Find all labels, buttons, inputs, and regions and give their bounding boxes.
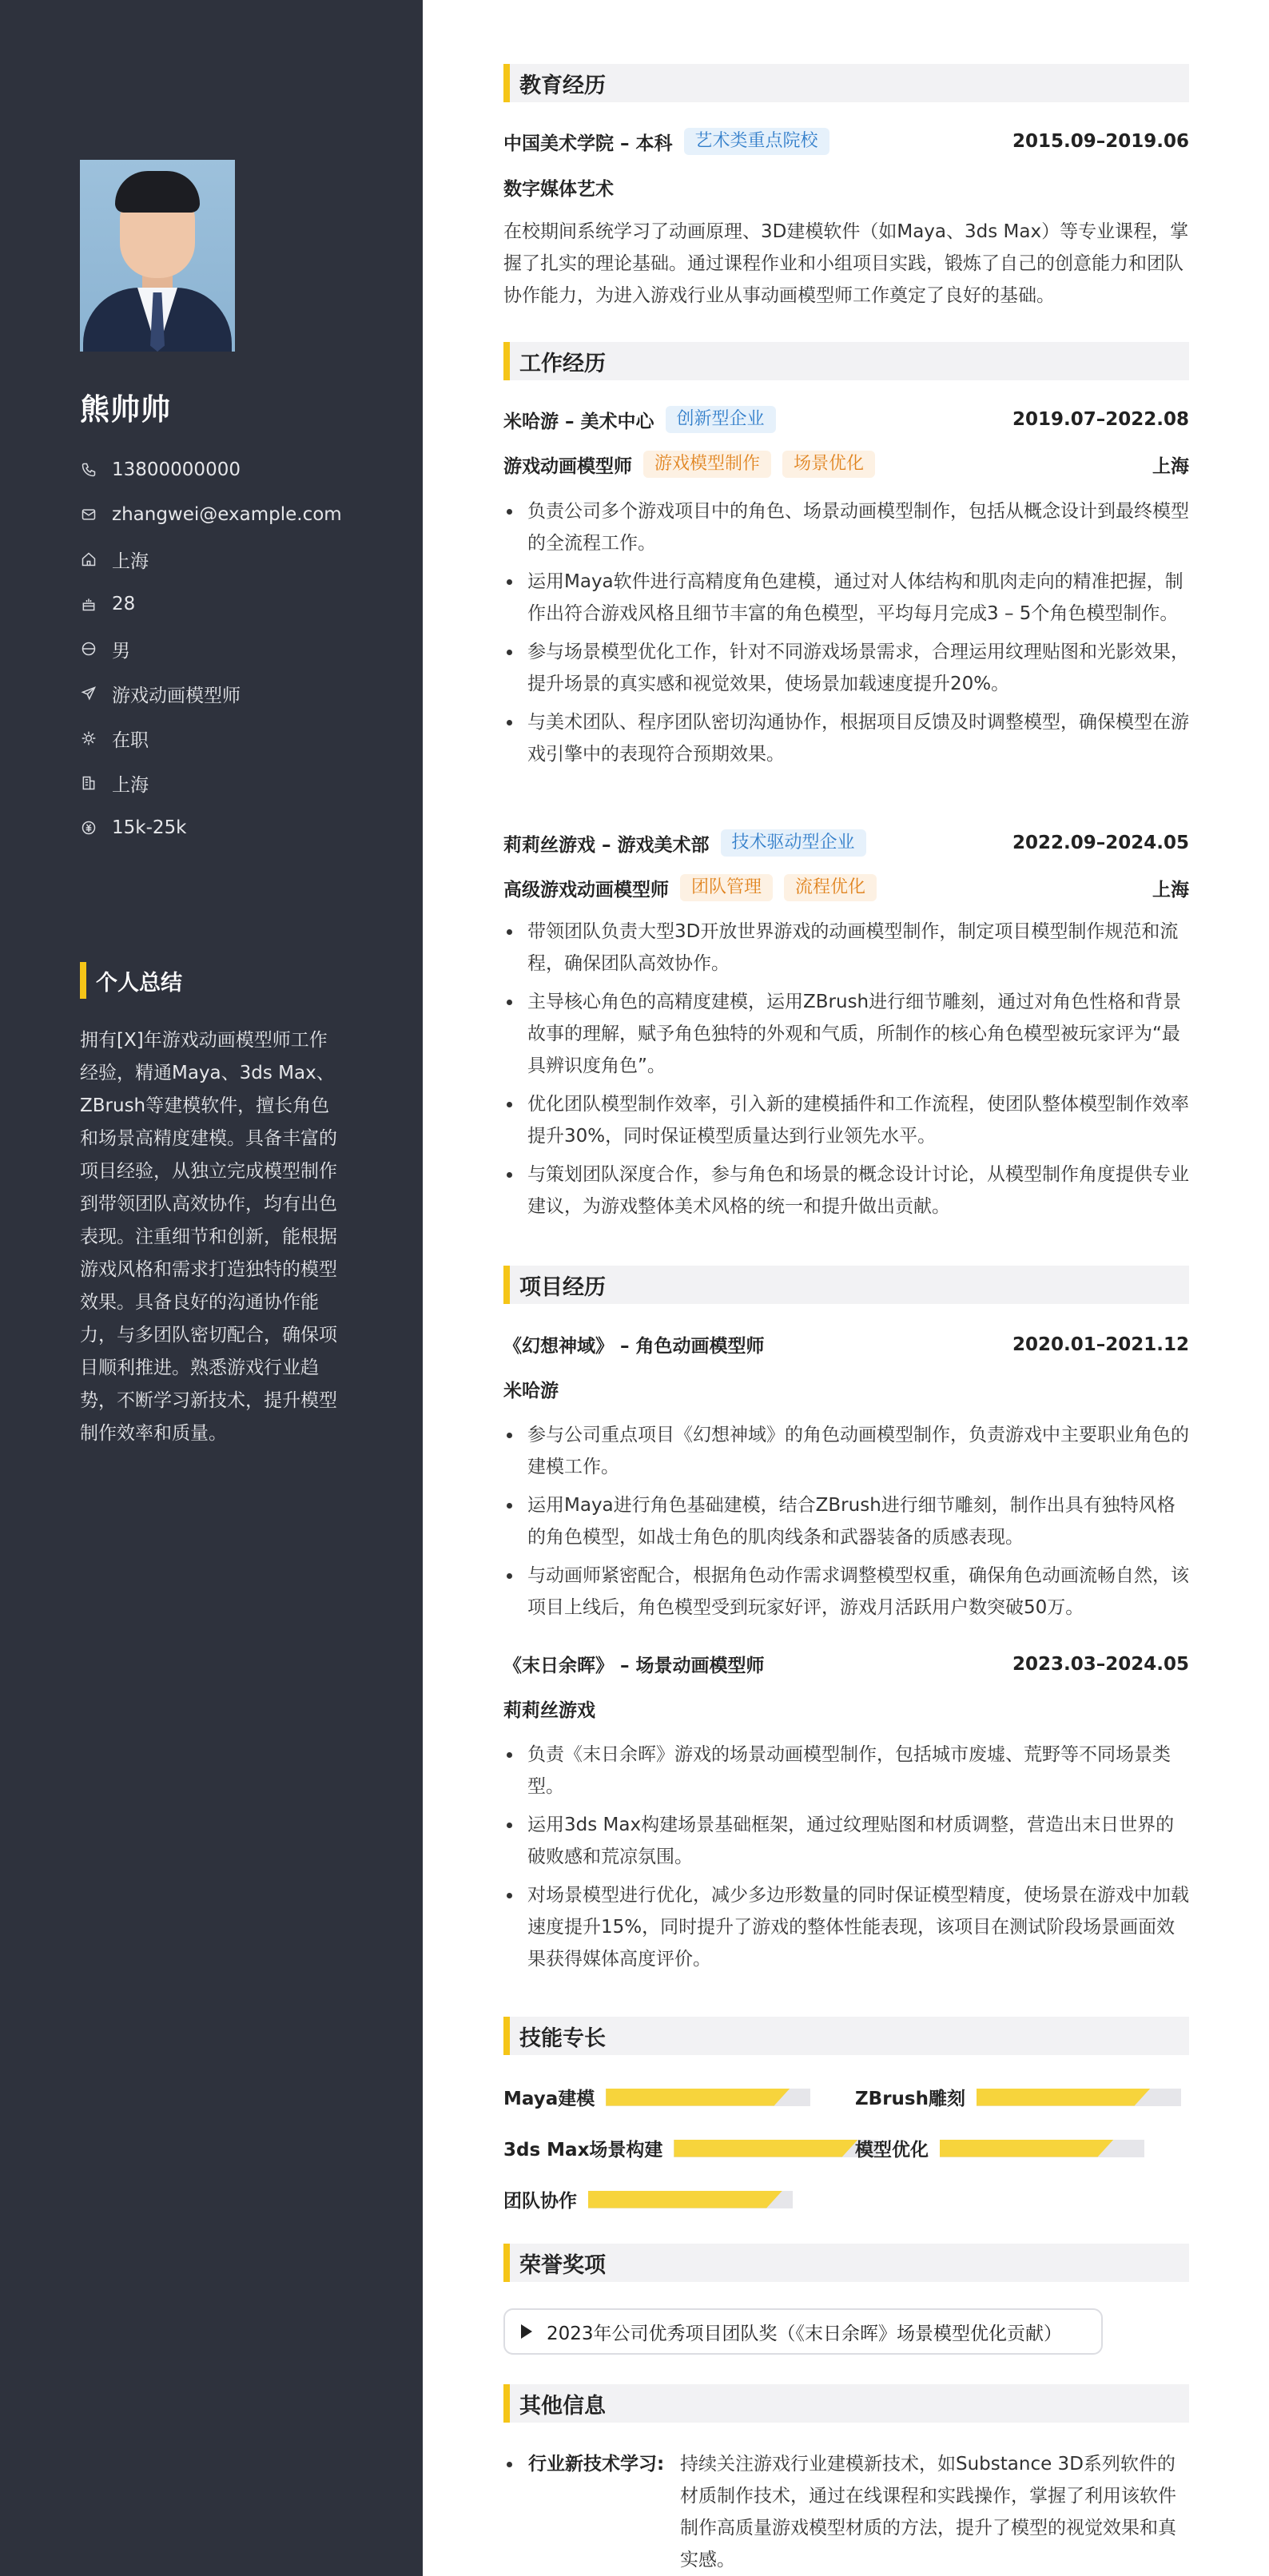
info-salary: 15k-25k — [80, 805, 342, 850]
profile-name: 熊帅帅 — [80, 392, 171, 427]
list-item: 运用Maya进行角色基础建模，结合ZBrush进行细节雕刻，制作出具有独特风格的角色模型，如战士角色的肌肉线条和武器装备的质感表现。 — [503, 1489, 1189, 1553]
project-2-company: 莉莉丝游戏 — [503, 1700, 595, 1721]
job-2-header: 莉莉丝游戏 – 游戏美术部 技术驱动型企业 2022.09–2024.05 — [503, 829, 1189, 857]
list-item: 负责《末日余晖》游戏的场景动画模型制作，包括城市废墟、荒野等不同场景类型。 — [503, 1739, 1189, 1803]
education-heading: 教育经历 — [503, 64, 1189, 102]
education-major: 数字媒体艺术 — [503, 179, 614, 200]
project-1-bullets — [503, 1419, 1189, 1630]
school-tag: 艺术类重点院校 — [684, 128, 829, 155]
education-desc: 在校期间系统学习了动画原理、3D建模软件（如Maya、3ds Max）等专业课程，掌握了扎实的理论基础。通过课程作业和小组项目实践，锻炼了自己的创意能力和团队协作能力，为进入游戏行业从事动画模型师工作奠定了良好的基础。 — [503, 221, 1189, 306]
sidebar — [0, 0, 423, 2576]
list-item: 运用Maya软件进行高精度角色建模，通过对人体结构和肌肉走向的精准把握，制作出符合游戏风格且细节丰富的角色模型，平均每月完成3 – 5个角色模型制作。 — [503, 566, 1189, 630]
salary-icon — [80, 819, 97, 837]
phone-icon — [80, 461, 97, 479]
job-1-bullets — [503, 495, 1189, 777]
summary-text: 拥有[X]年游戏动画模型师工作经验，精通Maya、3ds Max、ZBrush等建模软件，擅长角色和场景高精度建模。具备丰富的项目经验，从独立完成模型制作到带领团队高效协作，均有出色表现。注重细节和创新，能根据游戏风格和需求打造独特的模型效果。具备良好的沟通协作能力，与多团队密切配合，确保项目顺利推进。熟悉游戏行业趋势，不断学习新技术，提升模型制作效率和质量。 — [80, 1030, 337, 1444]
skill-optimization: 模型优化 — [855, 2135, 1144, 2161]
info-gender: 男 — [80, 626, 342, 671]
list-item: 参与公司重点项目《幻想神域》的角色动画模型制作，负责游戏中主要职业角色的建模工作。 — [503, 1419, 1189, 1483]
gender-icon — [80, 640, 97, 658]
job-2-bullets — [503, 916, 1189, 1229]
list-item: 与动画师紧密配合，根据角色动作需求调整模型权重，确保角色动画流畅自然，该项目上线后，角色模型受到玩家好评，游戏月活跃用户数突破50万。 — [503, 1560, 1189, 1624]
other-heading: 其他信息 — [503, 2384, 1189, 2423]
list-item: 主导核心角色的高精度建模，运用ZBrush进行细节雕刻，通过对角色性格和背景故事的理解，赋予角色独特的外观和气质，所制作的核心角色模型被玩家评为“最具辨识度角色”。 — [503, 986, 1189, 1082]
project-2-bullets — [503, 1739, 1189, 1982]
projects-heading: 项目经历 — [503, 1266, 1189, 1304]
skills-heading: 技能专长 — [503, 2017, 1189, 2055]
skill-zbrush: ZBrush雕刻 — [855, 2084, 1181, 2110]
send-icon — [80, 685, 97, 702]
list-item: 对场景模型进行优化，减少多边形数量的同时保证模型精度，使场景在游戏中加载速度提升15%，同时提升了游戏的整体性能表现，该项目在测试阶段场景画面效果获得媒体高度评价。 — [503, 1879, 1189, 1975]
cake-icon — [80, 595, 97, 613]
project-1-header: 《幻想神域》 – 角色动画模型师 2020.01–2021.12 — [503, 1334, 1189, 1357]
info-phone: 13800000000 — [80, 447, 342, 492]
mail-icon — [80, 506, 97, 523]
info-location: 上海 — [80, 537, 342, 582]
info-age: 28 — [80, 582, 342, 626]
info-position: 游戏动画模型师 — [80, 671, 342, 716]
list-item: 运用3ds Max构建场景基础框架，通过纹理贴图和材质调整，营造出末日世界的破败感和荒凉氛围。 — [503, 1809, 1189, 1873]
list-item: 参与场景模型优化工作，针对不同游戏场景需求，合理运用纹理贴图和光影效果，提升场景的真实感和视觉效果，使场景加载速度提升20%。 — [503, 636, 1189, 700]
other-item: 行业新技术学习: 持续关注游戏行业建模新技术，如Substance 3D系列软件的材质制作技术，通过在线课程和实践操作，掌握了利用该软件制作高质量游戏模型材质的方法，提升了模型的视觉效果和真实感。 — [503, 2448, 1189, 2576]
list-item: 与策划团队深度合作，参与角色和场景的概念设计讨论，从模型制作角度提供专业建议，为游戏整体美术风格的统一和提升做出贡献。 — [503, 1159, 1189, 1222]
home-icon — [80, 551, 97, 568]
list-item: 负责公司多个游戏项目中的角色、场景动画模型制作，包括从概念设计到最终模型的全流程工作。 — [503, 495, 1189, 559]
play-icon — [521, 2324, 532, 2339]
profile-photo — [80, 160, 235, 352]
education-row: 中国美术学院 – 本科 艺术类重点院校 2015.09–2019.06 — [503, 128, 1189, 155]
contact-info — [80, 447, 342, 850]
award-item[interactable]: 2023年公司优秀项目团队奖（《末日余晖》场景模型优化贡献） — [503, 2308, 1103, 2355]
work-heading: 工作经历 — [503, 342, 1189, 380]
skill-3dsmax: 3ds Max场景构建 — [503, 2135, 878, 2161]
awards-heading: 荣誉奖项 — [503, 2244, 1189, 2282]
job-1-header: 米哈游 – 美术中心 创新型企业 2019.07–2022.08 — [503, 406, 1189, 433]
info-city: 上海 — [80, 761, 342, 805]
list-item: 带领团队负责大型3D开放世界游戏的动画模型制作，制定项目模型制作规范和流程，确保团队高效协作。 — [503, 916, 1189, 980]
status-icon — [80, 729, 97, 747]
job-1-role: 游戏动画模型师 游戏模型制作 场景优化 上海 — [503, 451, 1189, 478]
info-status: 在职 — [80, 716, 342, 761]
info-email: zhangwei@example.com — [80, 492, 342, 537]
skill-maya: Maya建模 — [503, 2084, 810, 2110]
building-icon — [80, 774, 97, 792]
project-1-company: 米哈游 — [503, 1381, 559, 1401]
project-2-header: 《末日余晖》 – 场景动画模型师 2023.03–2024.05 — [503, 1653, 1189, 1676]
job-2-role: 高级游戏动画模型师 团队管理 流程优化 上海 — [503, 874, 1189, 901]
list-item: 优化团队模型制作效率，引入新的建模插件和工作流程，使团队整体模型制作效率提升30%，同时保证模型质量达到行业领先水平。 — [503, 1088, 1189, 1152]
summary-heading: 个人总结 — [80, 962, 182, 999]
list-item: 与美术团队、程序团队密切沟通协作，根据项目反馈及时调整模型，确保模型在游戏引擎中的表现符合预期效果。 — [503, 706, 1189, 770]
skill-teamwork: 团队协作 — [503, 2186, 793, 2212]
